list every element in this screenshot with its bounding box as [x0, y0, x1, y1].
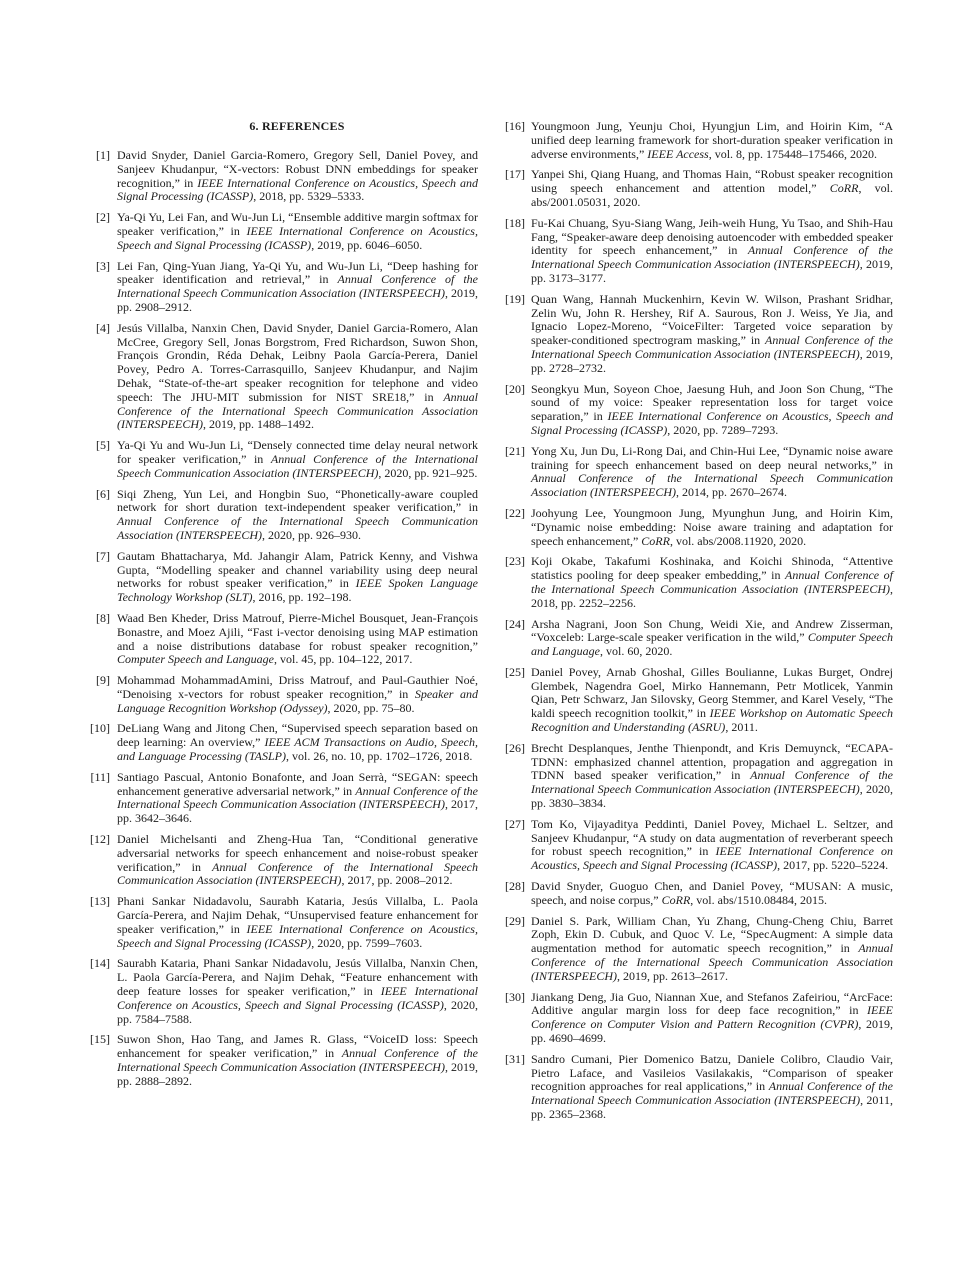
reference-number: [28] — [505, 879, 525, 894]
reference-venue: IEEE International Conference on Acoustics, Speech and Signal Processing (ICASSP) — [117, 223, 478, 252]
reference-details: , 2020, pp. 7289–7293. — [667, 422, 779, 437]
reference-authors-title: Yong Xu, Jun Du, Li-Rong Dai, and Chin-Hui Lee, “Dynamic noise aware training for speech enhancement based on deep neural networks,” in — [531, 443, 893, 472]
reference-29 — [503, 915, 893, 984]
reference-9 — [88, 674, 478, 715]
reference-number: [7] — [96, 548, 110, 563]
reference-30 — [503, 991, 893, 1046]
reference-authors-title: Suwon Shon, Hao Tang, and James R. Glass, “VoiceID loss: Speech enhancement for speaker verification,” in — [117, 1032, 478, 1061]
reference-details: , 2014, pp. 2670–2674. — [675, 485, 787, 500]
reference-venue: Annual Conference of the International Speech Communication Association (INTERSPEECH) — [117, 272, 478, 301]
reference-20 — [503, 383, 893, 438]
reference-authors-title: Brecht Desplanques, Jenthe Thienpondt, and Kris Demuynck, “ECAPA-TDNN: emphasized channel attention, propagation and aggregation in TDNN based speaker verification,” in — [531, 740, 893, 783]
reference-number: [9] — [96, 673, 110, 688]
reference-authors-title: Arsha Nagrani, Joon Son Chung, Weidi Xie, and Andrew Zisserman, “Voxceleb: Large-scale speaker verification in the wild,” — [531, 616, 893, 645]
reference-28 — [503, 880, 893, 908]
reference-3 — [88, 260, 478, 315]
reference-number: [27] — [505, 816, 525, 831]
reference-details: , 2020, pp. 7584–7588. — [117, 997, 479, 1026]
reference-venue: IEEE International Conference on Acoustics, Speech and Signal Processing (ICASSP) — [117, 175, 478, 204]
reference-27 — [503, 818, 893, 873]
reference-venue: Annual Conference of the International Speech Communication Association (INTERSPEECH) — [531, 243, 893, 272]
reference-venue: IEEE International Conference on Acoustics, Speech and Signal Processing (ICASSP) — [531, 409, 893, 437]
reference-21 — [503, 445, 893, 500]
reference-details: , 2019, pp. 2888–2892. — [117, 1060, 479, 1088]
reference-venue: Annual Conference of the International Speech Communication Association (INTERSPEECH) — [531, 568, 893, 596]
reference-details: , 2019, pp. 6046–6050. — [311, 237, 423, 252]
reference-number: [17] — [505, 167, 525, 182]
reference-venue: Annual Conference of the International Speech Communication Association (INTERSPEECH) — [117, 859, 478, 888]
reference-authors-title: Siqi Zheng, Yun Lei, and Hongbin Suo, “Phonetically-aware coupled network for short duration text-independent speaker verification,” in — [117, 486, 478, 515]
reference-details: , 2020, pp. 921–925. — [378, 465, 478, 480]
reference-number: [4] — [96, 320, 110, 335]
reference-venue: Computer Speech and Language — [117, 652, 274, 667]
reference-authors-title: Jiankang Deng, Jia Guo, Niannan Xue, and Stefanos Zafeiriou, “ArcFace: Additive angular margin loss for deep face recognition,” in — [531, 989, 893, 1018]
reference-number: [18] — [505, 215, 525, 230]
reference-authors-title: Daniel S. Park, William Chan, Yu Zhang, Chung-Cheng Chiu, Barret Zoph, Ekin D. Cubuk, and Quoc V. Le, “SpecAugment: A simple data augmentation method for automatic speech recognition,” in — [531, 913, 893, 956]
reference-11 — [88, 771, 478, 826]
reference-authors-title: Youngmoon Jung, Yeunju Choi, Hyungjun Lim, and Hoirin Kim, “A unified deep learning framework for short-duration speaker verification in adverse environments,” — [531, 119, 893, 161]
reference-authors-title: Daniel Povey, Arnab Ghoshal, Gilles Boulianne, Lukas Burget, Ondrej Glembek, Nagendra Goel, Mirko Hannemann, Petr Motlicek, Yanmin Qian, Petr Schwarz, Jan Silovsky, Georg Stemmer, and Karel Vesely, “The kaldi speech recognition toolkit,” in — [531, 664, 893, 721]
reference-details: , 2017, pp. 2008–2012. — [341, 873, 453, 888]
reference-17 — [503, 168, 893, 209]
reference-authors-title: Ya-Qi Yu and Wu-Jun Li, “Densely connected time delay neural network for speaker verification,” in — [117, 438, 478, 466]
reference-number: [5] — [96, 438, 110, 453]
reference-venue: IEEE Access — [647, 146, 709, 161]
reference-authors-title: Ya-Qi Yu, Lei Fan, and Wu-Jun Li, “Ensemble additive margin softmax for speaker verification,” in — [117, 210, 478, 238]
reference-authors-title: Seongkyu Mun, Soyeon Choe, Jaesung Huh, and Joon Son Chung, “The sound of my voice: Speaker representation loss for target voice separation,” in — [531, 381, 893, 424]
reference-venue: IEEE ACM Transactions on Audio, Speech, and Language Processing (TASLP) — [117, 735, 478, 764]
reference-details: , vol. 45, pp. 104–122, 2017. — [273, 652, 413, 667]
reference-number: [20] — [505, 381, 525, 396]
reference-authors-title: Tom Ko, Vijayaditya Peddinti, Daniel Povey, Michael L. Seltzer, and Sanjeev Khudanpur, “A study on data augmentation of reverberant speech for robust speech recognition,” in — [531, 816, 893, 859]
reference-venue: CoRR — [641, 533, 670, 548]
left-column — [88, 149, 478, 1096]
reference-4 — [88, 322, 478, 432]
reference-authors-title: Yanpei Shi, Qiang Huang, and Thomas Hain, “Robust speaker recognition using speech enhancement and attention model,” — [531, 167, 893, 196]
reference-number: [21] — [505, 443, 525, 458]
reference-venue: CoRR — [829, 181, 859, 196]
reference-number: [6] — [96, 486, 110, 501]
reference-details: , 2020, pp. 75–80. — [327, 700, 415, 715]
reference-18 — [503, 217, 893, 286]
reference-details: , 2020, pp. 7599–7603. — [311, 935, 423, 950]
reference-13 — [88, 895, 478, 950]
reference-authors-title: Saurabh Kataria, Phani Sankar Nidadavolu, Jesús Villalba, Nanxin Chen, L. Paola García-Perera, and Najim Dehak, “Feature enhancement with deep feature losses for speaker verification,” in — [117, 956, 478, 999]
reference-details: , 2020, pp. 926–930. — [261, 527, 361, 542]
reference-venue: CoRR — [661, 892, 691, 907]
reference-details: , 2020, pp. 3830–3834. — [531, 782, 893, 811]
reference-authors-title: Mohammad MohammadAmini, Driss Matrouf, and Paul-Gauthier Noé, “Denoising x-vectors for robust speaker recognition,” in — [117, 673, 478, 701]
reference-venue: Speaker and Language Recognition Workshop (Odyssey) — [117, 686, 478, 715]
reference-venue: IEEE Workshop on Automatic Speech Recognition and Understanding (ASRU) — [531, 706, 893, 735]
reference-authors-title: Fu-Kai Chuang, Syu-Siang Wang, Jeih-weih Hung, Yu Tsao, and Shih-Hau Fang, “Speaker-aware deep denoising autoencoder with embedded speaker identity for speech enhancement,” in — [531, 215, 893, 258]
reference-authors-title: David Snyder, Guoguo Chen, and Daniel Povey, “MUSAN: A music, speech, and noise corpus,” — [531, 879, 893, 907]
reference-19 — [503, 293, 893, 376]
reference-details: , 2018, pp. 5329–5333. — [253, 189, 365, 204]
reference-authors-title: Lei Fan, Qing-Yuan Jiang, Ya-Qi Yu, and Wu-Jun Li, “Deep hashing for speaker identification and retrieval,” in — [117, 258, 478, 287]
reference-venue: Annual Conference of the International Speech Communication Association (INTERSPEECH) — [117, 1046, 479, 1075]
reference-details: , 2019, pp. 2613–2617. — [617, 968, 728, 983]
reference-details: , vol. 26, no. 10, pp. 1702–1726, 2018. — [286, 749, 473, 764]
reference-authors-title: Sandro Cumani, Pier Domenico Batzu, Daniele Colibro, Claudio Vair, Pietro Laface, and Vasileios Vasilakakis, “Comparison of speaker recognition approaches for real applications,” in — [531, 1051, 893, 1094]
reference-venue: Annual Conference of the International Speech Communication Association (INTERSPEECH) — [531, 1079, 893, 1108]
reference-number: [24] — [505, 616, 525, 631]
reference-10 — [88, 722, 478, 763]
reference-31 — [503, 1053, 893, 1122]
reference-details: , 2019, pp. 4690–4699. — [531, 1017, 894, 1046]
reference-venue: Annual Conference of the International Speech Communication Association (INTERSPEECH) — [117, 389, 478, 432]
reference-5 — [88, 439, 478, 480]
reference-number: [10] — [90, 721, 110, 736]
reference-25 — [503, 666, 893, 735]
reference-details: , 2019, pp. 1488–1492. — [203, 417, 314, 432]
reference-number: [22] — [505, 505, 525, 520]
reference-authors-title: Koji Okabe, Takafumi Koshinaka, and Koichi Shinoda, “Attentive statistics pooling for deep speaker embedding,” in — [531, 554, 893, 583]
reference-number: [1] — [96, 148, 110, 162]
reference-details: , vol. abs/1510.08484, 2015. — [690, 892, 827, 907]
reference-authors-title: Joohyung Lee, Youngmoon Jung, Myunghun Jung, and Hoirin Kim, “Dynamic noise embedding: Noise aware training and adaptation for speech enhancement,” — [531, 505, 893, 548]
reference-number: [26] — [505, 740, 525, 755]
reference-8 — [88, 612, 478, 667]
reference-venue: Annual Conference of the International Speech Communication Association (INTERSPEECH) — [117, 451, 478, 480]
reference-authors-title: David Snyder, Daniel Garcia-Romero, Gregory Sell, Daniel Povey, and Sanjeev Khudanpur, “X-vectors: Robust DNN embeddings for speaker recognition,” in — [117, 148, 478, 190]
reference-number: [25] — [505, 664, 525, 679]
section-heading: 6. REFERENCES — [249, 119, 345, 133]
reference-16 — [503, 120, 893, 161]
reference-number: [3] — [96, 258, 110, 273]
reference-details: , 2016, pp. 192–198. — [252, 590, 352, 605]
reference-authors-title: Waad Ben Kheder, Driss Matrouf, Pierre-Michel Bousquet, Jean-François Bonastre, and Moez Ajili, “Fast i-vector denoising using MAP estimation and a noise distributions database for robust speaker recognition,” — [117, 610, 478, 653]
reference-number: [23] — [505, 554, 525, 569]
reference-venue: IEEE International Conference on Acoustics, Speech and Signal Processing (ICASSP) — [117, 921, 478, 950]
reference-14 — [88, 957, 478, 1026]
reference-authors-title: Jesús Villalba, Nanxin Chen, David Snyder, Daniel Garcia-Romero, Alan McCree, Gregory Sell, Jonas Borgstrom, Fred Richardson, Suwon Shon, François Grondin, Réda Dehak, Leibny Paola García-Perera, Daniel Povey, Pedro A. Torres-Carrasquillo, Sanjeev Khudanpur, and Najim Dehak, “State-of-the-art speaker recognition for telephone and video speech: The JHU-MIT submission for NIST SRE18,” in — [117, 320, 478, 404]
reference-authors-title: DeLiang Wang and Jitong Chen, “Supervised speech separation based on deep learning: An overview,” — [117, 721, 478, 750]
reference-venue: Annual Conference of the International Speech Communication Association (INTERSPEECH) — [531, 333, 894, 361]
reference-details: , 2019, pp. 2908–2912. — [117, 286, 479, 314]
reference-details: , 2017, pp. 5220–5224. — [777, 858, 889, 873]
reference-details: , 2019, pp. 2728–2732. — [531, 346, 893, 375]
reference-6 — [88, 488, 478, 543]
reference-number: [11] — [90, 769, 110, 784]
reference-venue: Annual Conference of the International Speech Communication Association (INTERSPEECH) — [531, 471, 893, 500]
reference-venue: Annual Conference of the International Speech Communication Association (INTERSPEECH) — [117, 514, 478, 542]
reference-venue: Annual Conference of the International Speech Communication Association (INTERSPEECH) — [117, 783, 478, 812]
reference-number: [31] — [505, 1051, 525, 1066]
right-column — [503, 120, 893, 1129]
reference-24 — [503, 618, 893, 659]
reference-details: , vol. abs/2001.05031, 2020. — [531, 181, 893, 209]
reference-number: [15] — [90, 1032, 110, 1047]
reference-12 — [88, 833, 478, 888]
reference-venue: IEEE Conference on Computer Vision and Pattern Recognition (CVPR) — [531, 1003, 893, 1032]
reference-number: [14] — [90, 956, 110, 971]
reference-number: [29] — [505, 913, 525, 928]
reference-details: , 2011. — [725, 720, 758, 735]
reference-26 — [503, 742, 893, 811]
reference-details: , vol. 8, pp. 175448–175466, 2020. — [708, 146, 878, 161]
reference-venue: Annual Conference of the International Speech Communication Association (INTERSPEECH) — [531, 768, 893, 797]
reference-number: [12] — [90, 832, 110, 847]
reference-1 — [88, 149, 478, 204]
reference-authors-title: Quan Wang, Hannah Muckenhirn, Kevin W. Wilson, Prashant Sridhar, Zelin Wu, John R. Hershey, Rif A. Saurous, Ron J. Weiss, Ye Jia, and Ignacio Lopez-Moreno, “VoiceFilter: Targeted voice separation by speaker-conditioned spectrogram masking,” in — [531, 291, 893, 348]
reference-details: , 2011, pp. 2365–2368. — [531, 1093, 893, 1121]
reference-authors-title: Gautam Bhattacharya, Md. Jahangir Alam, Patrick Kenny, and Vishwa Gupta, “Modelling speaker and channel variability using deep neural networks for robust speaker verification,” in — [117, 548, 478, 591]
reference-2 — [88, 211, 478, 252]
reference-details: , 2017, pp. 3642–3646. — [117, 797, 479, 826]
reference-venue: IEEE International Conference on Acoustics, Speech and Signal Processing (ICASSP) — [117, 984, 478, 1012]
reference-venue: IEEE Spoken Language Technology Workshop (SLT) — [117, 576, 478, 605]
reference-venue: Computer Speech and Language — [531, 630, 894, 659]
reference-details: , 2019, pp. 3173–3177. — [531, 257, 893, 285]
reference-details: , vol. abs/2008.11920, 2020. — [669, 533, 807, 548]
reference-number: [30] — [505, 989, 525, 1004]
reference-7 — [88, 550, 478, 605]
reference-venue: Annual Conference of the International Speech Communication Association (INTERSPEECH) — [531, 941, 893, 983]
reference-authors-title: Santiago Pascual, Antonio Bonafonte, and Joan Serrà, “SEGAN: speech enhancement generative adversarial network,” in — [117, 769, 478, 798]
reference-number: [13] — [90, 894, 110, 909]
reference-number: [2] — [96, 210, 110, 225]
reference-22 — [503, 507, 893, 548]
reference-venue: IEEE International Conference on Acoustics, Speech and Signal Processing (ICASSP) — [531, 844, 894, 873]
reference-details: , vol. 60, 2020. — [600, 644, 673, 659]
reference-number: [19] — [505, 291, 525, 306]
reference-authors-title: Daniel Michelsanti and Zheng-Hua Tan, “Conditional generative adversarial networks for speech enhancement and noise-robust speaker verification,” in — [117, 832, 478, 874]
reference-15 — [88, 1033, 478, 1088]
reference-number: [16] — [505, 119, 525, 133]
reference-authors-title: Phani Sankar Nidadavolu, Saurabh Kataria, Jesús Villalba, L. Paola García-Perera, and Najim Dehak, “Unsupervised feature enhancement for speaker verification,” in — [117, 894, 478, 936]
reference-details: , 2018, pp. 2252–2256. — [531, 581, 893, 610]
reference-23 — [503, 555, 893, 610]
reference-number: [8] — [96, 610, 110, 625]
